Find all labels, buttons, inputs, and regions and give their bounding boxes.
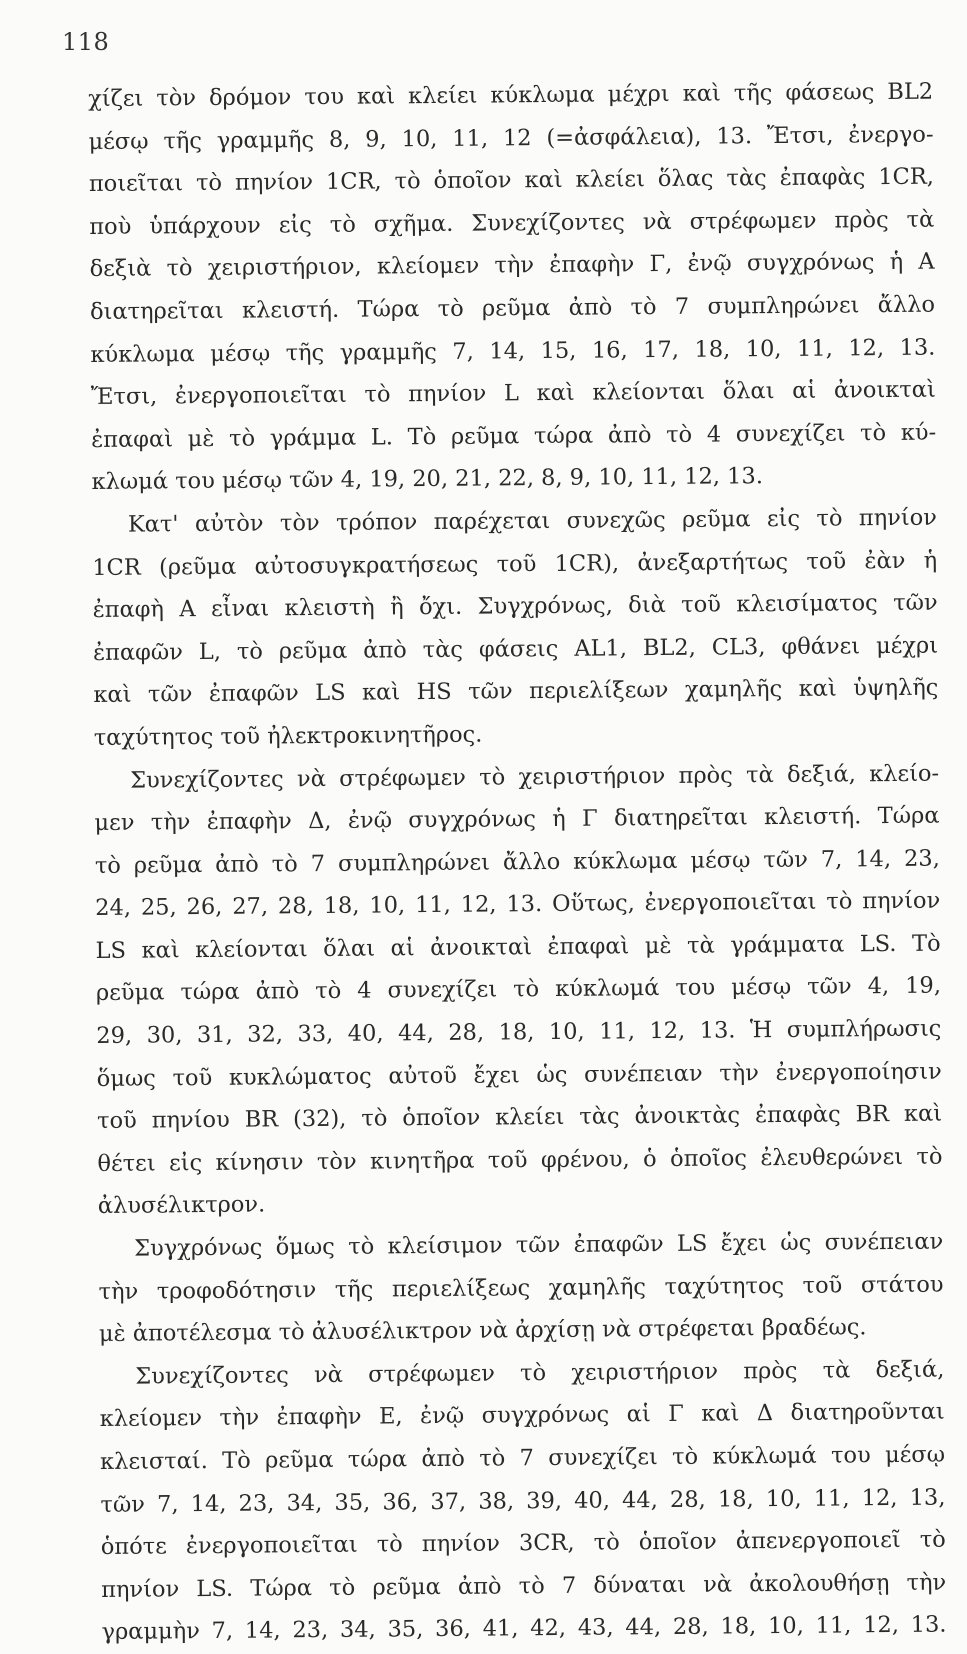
text-line: τοῦ πηνίου BR (32), τὸ ὁποῖον κλείει τὰς ἀνοικτὰς ἐπαφὰς BR καὶ [96,1100,943,1135]
text-line: πηνίον LS. Τώρα τὸ ρεῦμα ἀπὸ τὸ 7 δύναται νὰ ἀκολουθήσῃ τὴν [101,1569,947,1603]
text-line: ὁπότε ἐνεργοποιεῖται τὸ πηνίον 3CR, τὸ ὁποῖον ἀπενεργοποιεῖ τὸ [100,1526,946,1561]
text-line: μὲ ἀποτέλεσμα τὸ ἀλυσέλικτρον νὰ ἀρχίσῃ νὰ στρέφεται βραδέως. [98,1314,867,1348]
text-line: Ἔτσι, ἐνεργοποιεῖται τὸ πηνίον L καὶ κλείονται ὅλαι αἱ ἀνοικταὶ [90,376,936,411]
text-line: Συνεχίζοντες νὰ στρέφωμεν τὸ χειριστήριον πρὸς τὰ δεξιά, [135,1356,945,1390]
text-line: ἐπαφαὶ μὲ τὸ γράμμα L. Τὸ ρεῦμα τώρα ἀπὸ τὸ 4 συνεχίζει τὸ κύ- [91,419,937,453]
text-line: ἐπαφῶν L, τὸ ρεῦμα ἀπὸ τὰς φάσεις AL1, BL2, CL3, φθάνει μέχρι [92,632,939,666]
text-line: μεν τὴν ἐπαφὴν Δ, ἐνῷ συγχρόνως ἡ Γ διατηρεῖται κλειστή. Τώρα [94,802,940,837]
text-line: κλείομεν τὴν ἐπαφὴν Ε, ἐνῷ συγχρόνως αἱ Γ καὶ Δ διατηροῦνται [99,1398,945,1433]
text-line: Κατ' αὐτὸν τὸν τρόπον παρέχεται συνεχῶς ρεῦμα εἰς τὸ πηνίον [127,504,937,538]
text-line: 1CR (ρεῦμα αὐτοσυγκρατήσεως τοῦ 1CR), ἀνεξαρτήτως τοῦ ἐὰν ἡ [92,547,938,581]
text-line: ρεῦμα τώρα ἀπὸ τὸ 4 συνεχίζει τὸ κύκλωμά του μέσῳ τῶν 4, 19, [95,973,942,1007]
text-line: ποὺ ὑπάρχουν εἰς τὸ σχῆμα. Συνεχίζοντες νὰ στρέφωμεν πρὸς τὰ [89,206,935,240]
text-line: μέσῳ τῆς γραμμῆς 8, 9, 10, 11, 12 (=ἀσφάλεια), 13. Ἔτσι, ἐνεργο- [88,121,934,155]
text-line: ὅμως τοῦ κυκλώματος αὐτοῦ ἔχει ὡς συνέπειαν τὴν ἐνεργοποίησιν [96,1058,942,1092]
page-number: 118 [62,28,110,56]
text-line: 29, 30, 31, 32, 33, 40, 44, 28, 18, 10, 11, 12, 13. Ἡ συμπλήρωσις [96,1015,942,1050]
text-line: ἀλυσέλικτρον. [97,1191,266,1220]
text-line: κλεισταί. Τὸ ρεῦμα τώρα ἀπὸ τὸ 7 συνεχίζει τὸ κύκλωμά του μέσῳ [99,1441,946,1475]
text-line: χίζει τὸν δρόμον του καὶ κλείει κύκλωμα μέχρι καὶ τῆς φάσεως BL2 [88,78,934,112]
text-line: γραμμὴν 7, 14, 23, 34, 35, 36, 41, 42, 43, 44, 28, 18, 10, 11, 12, 13. [101,1611,947,1646]
text-line: διατηρεῖται κλειστή. Τώρα τὸ ρεῦμα ἀπὸ τὸ 7 συμπληρώνει ἄλλο [89,291,936,325]
text-line: δεξιὰ τὸ χειριστήριον, κλείομεν τὴν ἐπαφὴν Γ, ἐνῷ συγχρόνως ἡ Α [89,248,935,283]
text-line: ταχύτητος τοῦ ἠλεκτροκινητῆρος. [93,721,483,751]
text-line: θέτει εἰς κίνησιν τὸν κινητῆρα τοῦ φρένου, ὁ ὁποῖος ἐλευθερώνει τὸ [97,1143,943,1177]
text-line: τῶν 7, 14, 23, 34, 35, 36, 37, 38, 39, 40, 44, 28, 18, 10, 11, 12, 13, [100,1484,946,1518]
text-line: Συνεχίζοντες νὰ στρέφωμεν τὸ χειριστήριον πρὸς τὰ δεξιά, κλείο- [130,760,940,794]
text-line: 24, 25, 26, 27, 28, 18, 10, 11, 12, 13. Οὕτως, ἐνεργοποιεῖται τὸ πηνίον [95,887,941,922]
text-line: τὴν τροφοδότησιν τῆς περιελίξεως χαμηλῆς ταχύτητος τοῦ στάτου [98,1271,944,1305]
text-line: κλωμά του μέσῳ τῶν 4, 19, 20, 21, 22, 8, 9, 10, 11, 12, 13. [91,463,764,496]
text-line: κύκλωμα μέσῳ τῆς γραμμῆς 7, 14, 15, 16, 17, 18, 10, 11, 12, 13. [90,334,936,368]
text-line: LS καὶ κλείονται ὅλαι αἱ ἀνοικταὶ ἐπαφαὶ μὲ τὰ γράμματα LS. Τὸ [95,930,941,964]
text-line: Συγχρόνως ὅμως τὸ κλείσιμον τῶν ἐπαφῶν LS ἔχει ὡς συνέπειαν [134,1228,944,1262]
text-line: τὸ ρεῦμα ἀπὸ τὸ 7 συμπληρώνει ἄλλο κύκλωμα μέσῳ τῶν 7, 14, 23, [94,845,940,879]
text-line: ποιεῖται τὸ πηνίον 1CR, τὸ ὁποῖον καὶ κλείει ὅλας τὰς ἐπαφὰς 1CR, [88,163,935,198]
body-text [88,71,947,1654]
text-line: καὶ τῶν ἐπαφῶν LS καὶ HS τῶν περιελίξεων χαμηλῆς καὶ ὑψηλῆς [93,674,939,709]
text-line: ἐπαφὴ Α εἶναι κλειστὴ ἢ ὄχι. Συγχρόνως, διὰ τοῦ κλεισίματος τῶν [92,589,938,624]
